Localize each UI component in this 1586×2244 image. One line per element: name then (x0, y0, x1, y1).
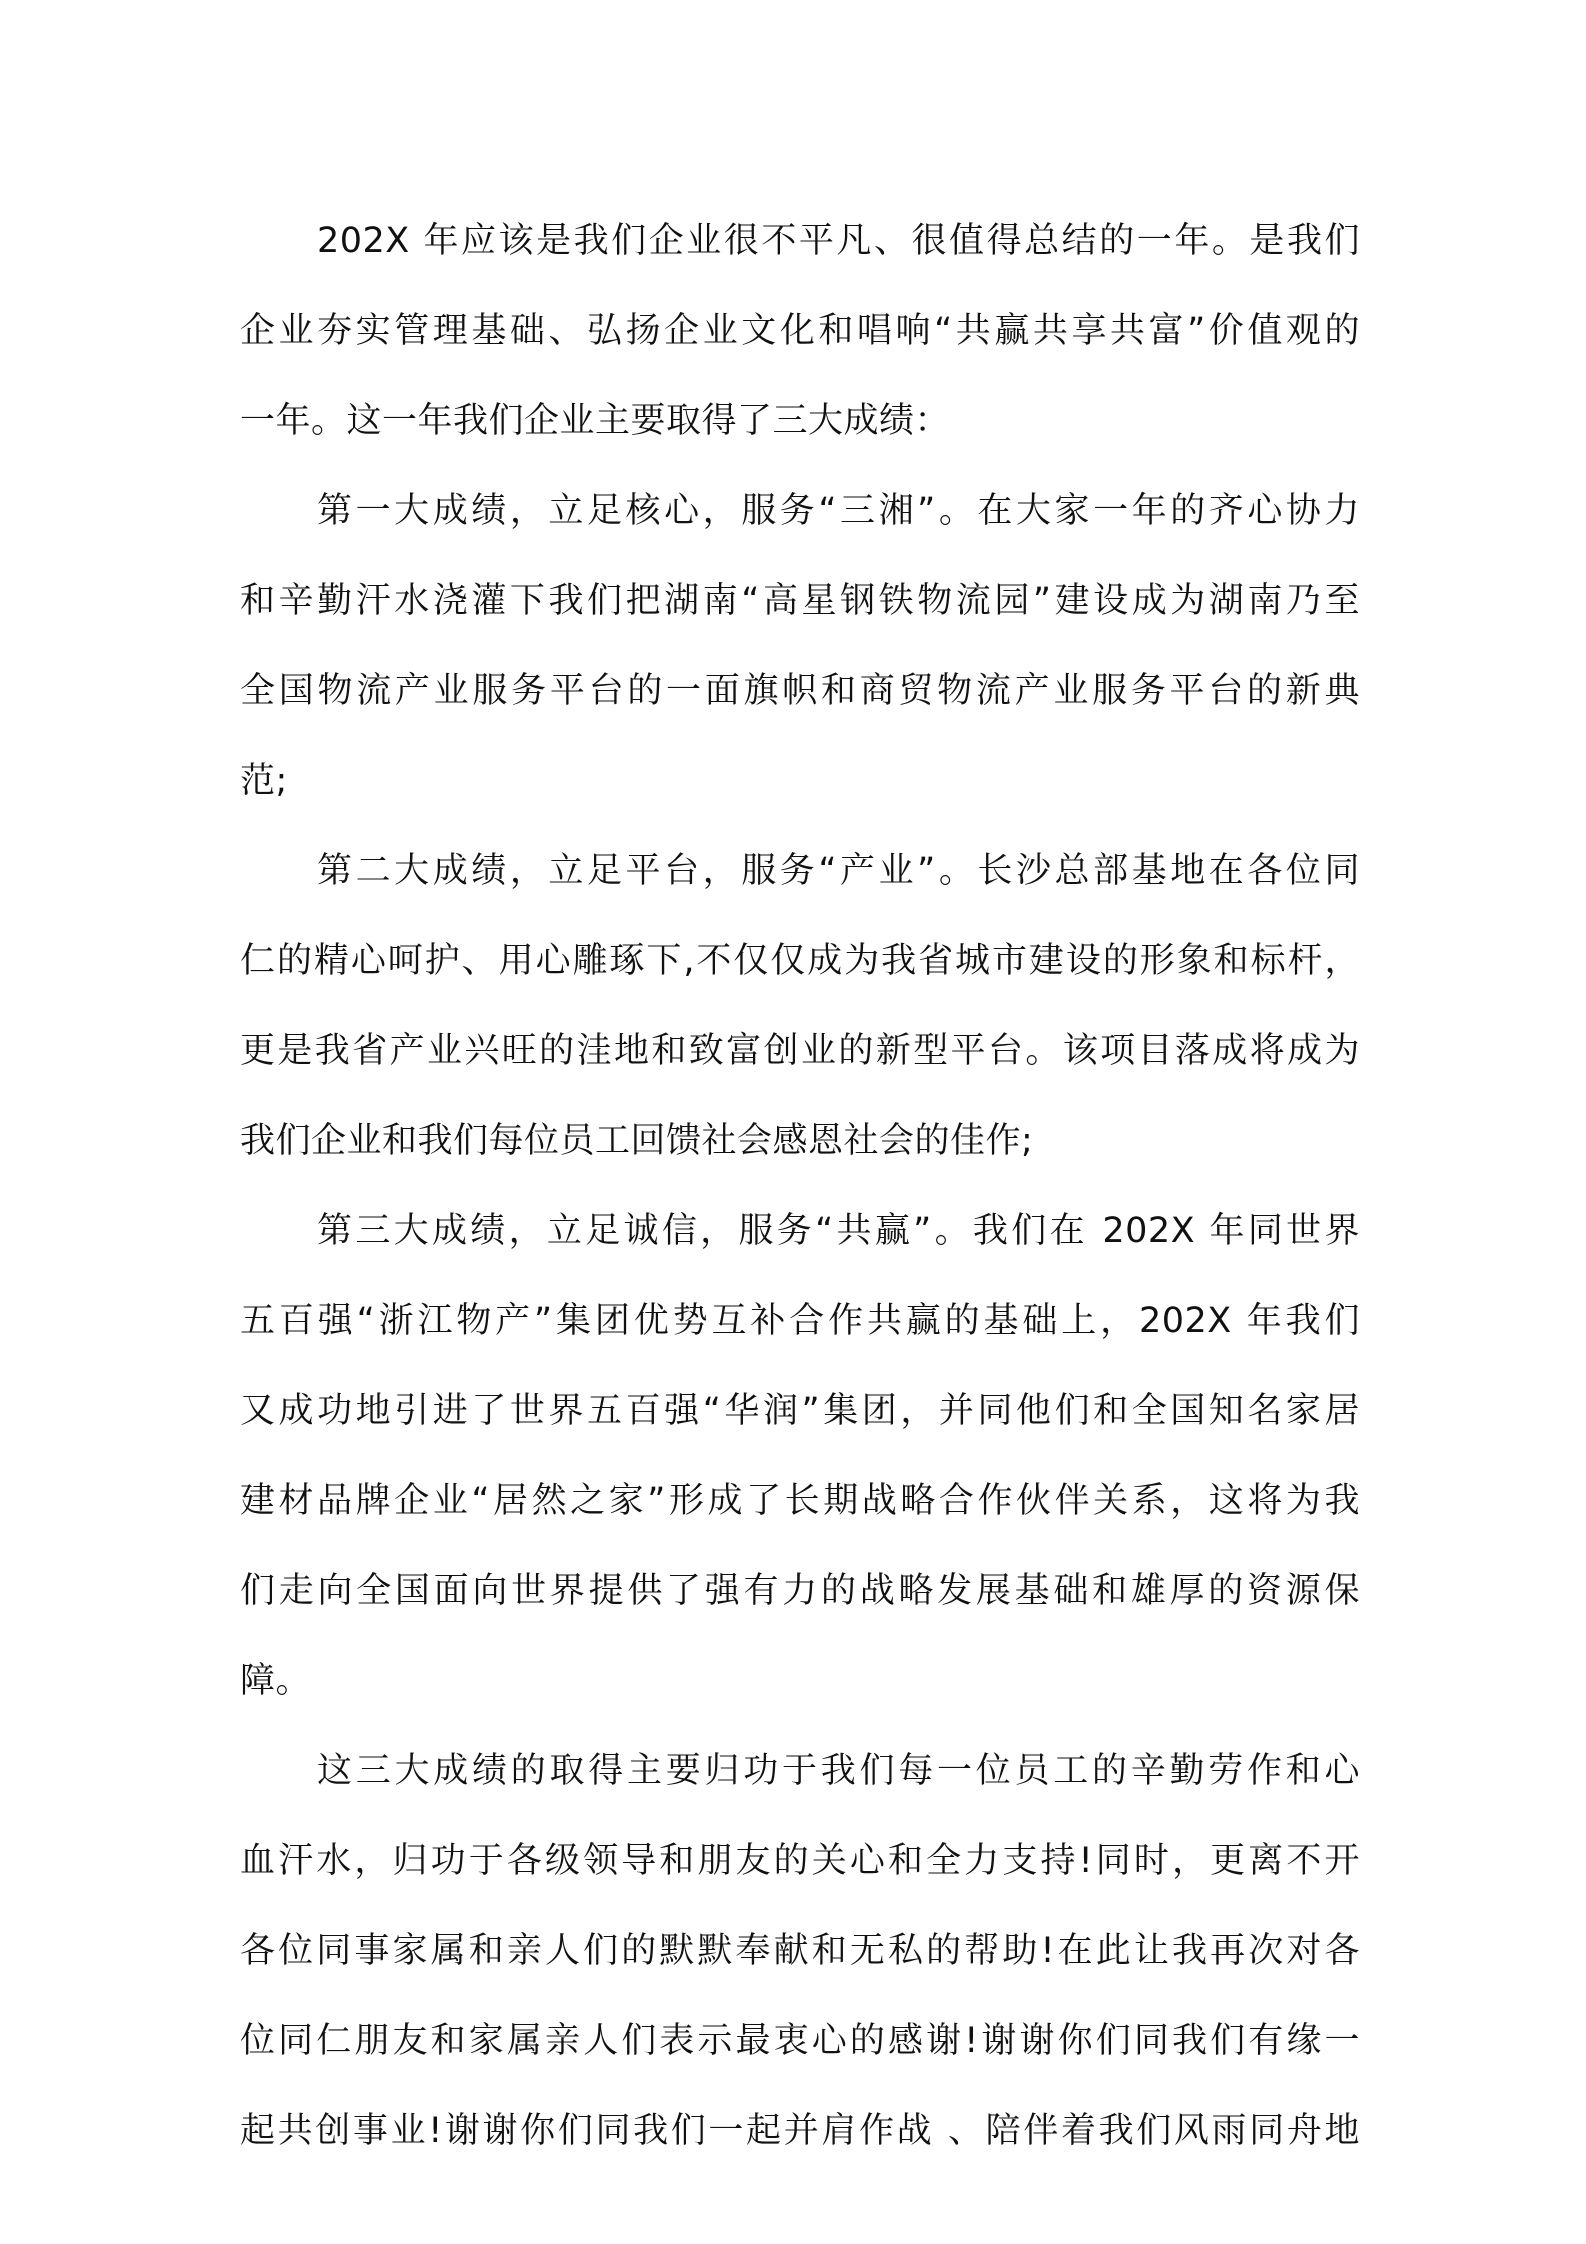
text-line: 各位同事家属和亲人们的默默奉献和无私的帮助!在此让我再次对各 (240, 1931, 1360, 1971)
text-line: 第二大成绩，立足平台，服务“产业”。长沙总部基地在各位同 (317, 851, 1360, 891)
text-line: 五百强“浙江物产”集团优势互补合作共赢的基础上，202X 年我们 (240, 1301, 1360, 1341)
text-line: 位同仁朋友和家属亲人们表示最衷心的感谢!谢谢你们同我们有缘一 (240, 2021, 1360, 2061)
text-line: 和辛勤汗水浇灌下我们把湖南“高星钢铁物流园”建设成为湖南乃至 (240, 581, 1360, 621)
text-line: 障。 (240, 1661, 312, 1701)
text-line: 仁的精心呵护、用心雕琢下,不仅仅成为我省城市建设的形象和标杆， (240, 941, 1360, 981)
text-line: 血汗水，归功于各级领导和朋友的关心和全力支持!同时，更离不开 (240, 1841, 1360, 1881)
text-line: 范; (240, 761, 288, 801)
text-line: 建材品牌企业“居然之家”形成了长期战略合作伙伴关系，这将为我 (240, 1481, 1360, 1521)
paragraph-acknowledgement (240, 1726, 1360, 2176)
text-line: 一年。这一年我们企业主要取得了三大成绩： (240, 401, 951, 441)
paragraph-achievement-3 (240, 1186, 1360, 1726)
text-line: 们走向全国面向世界提供了强有力的战略发展基础和雄厚的资源保 (240, 1571, 1360, 1611)
text-line: 第三大成绩，立足诚信，服务“共赢”。我们在 202X 年同世界 (317, 1211, 1360, 1251)
text-line: 起共创事业!谢谢你们同我们一起并肩作战 、陪伴着我们风雨同舟地 (240, 2111, 1360, 2151)
text-line: 企业夯实管理基础、弘扬企业文化和唱响“共赢共享共富”价值观的 (240, 311, 1360, 351)
text-line: 又成功地引进了世界五百强“华润”集团，并同他们和全国知名家居 (240, 1391, 1360, 1431)
paragraph-achievement-1 (240, 466, 1360, 826)
text-line: 202X 年应该是我们企业很不平凡、很值得总结的一年。是我们 (317, 221, 1360, 261)
text-line: 我们企业和我们每位员工回馈社会感恩社会的佳作; (240, 1121, 1034, 1161)
paragraph-achievement-2 (240, 826, 1360, 1186)
text-line: 全国物流产业服务平台的一面旗帜和商贸物流产业服务平台的新典 (240, 671, 1360, 711)
text-line: 这三大成绩的取得主要归功于我们每一位员工的辛勤劳作和心 (317, 1751, 1360, 1791)
text-line: 第一大成绩，立足核心，服务“三湘”。在大家一年的齐心协力 (317, 491, 1360, 531)
paragraph-intro (240, 196, 1360, 466)
text-line: 更是我省产业兴旺的洼地和致富创业的新型平台。该项目落成将成为 (240, 1031, 1360, 1071)
body-text (240, 196, 1360, 2176)
